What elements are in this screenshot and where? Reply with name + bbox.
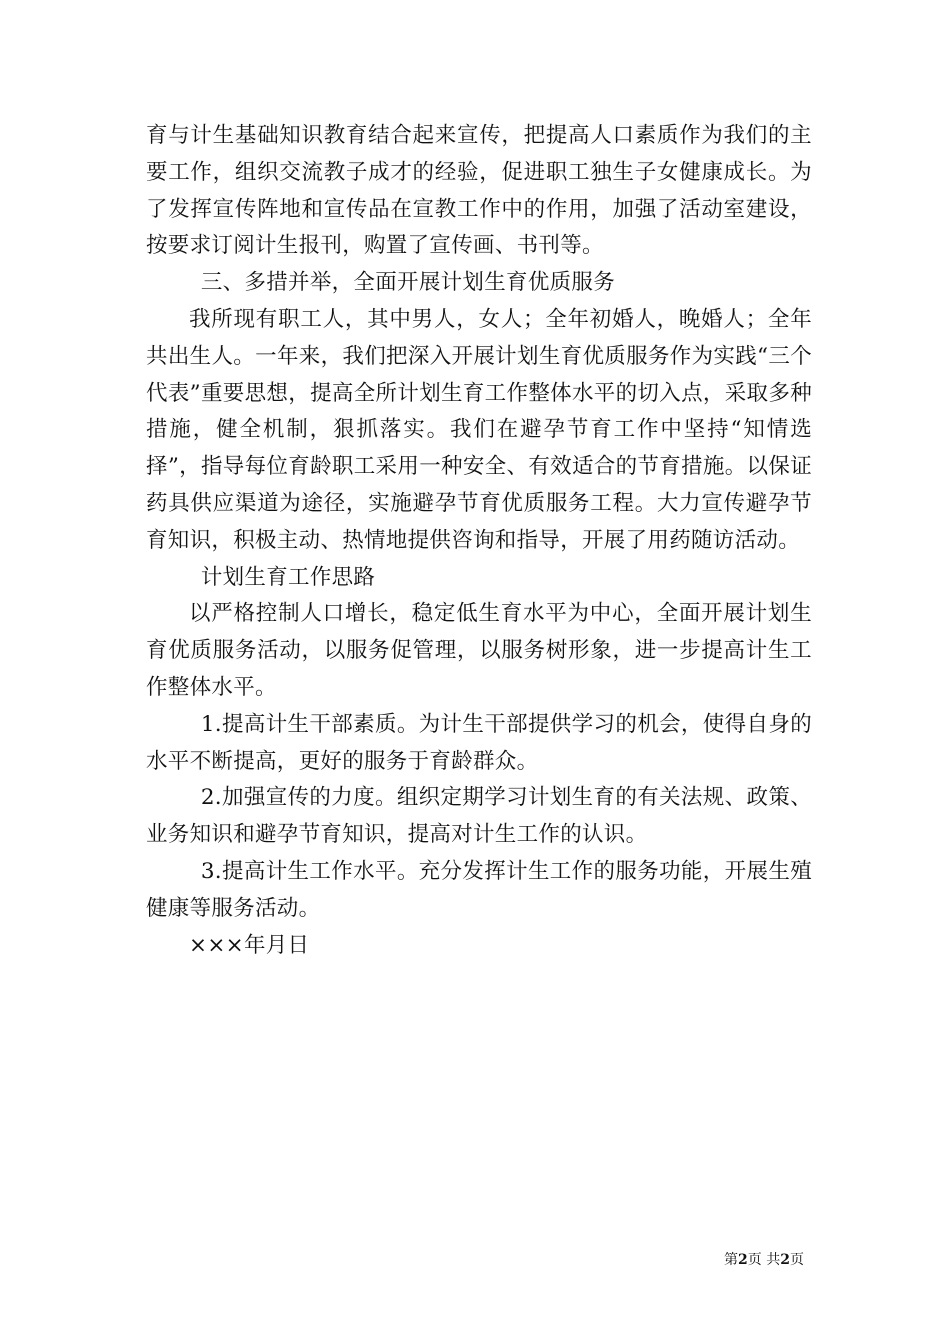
section-heading-work-ideas: 计划生育工作思路 bbox=[200, 564, 376, 590]
list-item-work-level: 3.提高计生工作水平。充分发挥计生工作的服务功能，开展生殖健康等服务活动。 bbox=[146, 858, 812, 921]
paragraph-staff-statistics: 我所现有职工人，其中男人，女人；全年初婚人，晚婚人；全年共出生人。一年来，我们把深入开展计划生育优质服务作为实践“三个代表”重要思想，提高全所计划生育工作整体水平的切入点，采取多种措施，健全机制，狠抓落实。我们在避孕节育工作中坚持“知情选择”，指导每位育龄职工采用一种安全、有效适合的节育措施。以保证药具供应渠道为途径，实施避孕节育优质服务工程。大力宣传避孕节育知识，积极主动、热情地提供咨询和指导，开展了用药随访活动。 bbox=[146, 306, 812, 553]
footer-suffix: 页 bbox=[790, 1252, 804, 1268]
document-body bbox=[146, 118, 812, 964]
page-number-footer bbox=[724, 1251, 804, 1269]
footer-total-pages: 2 bbox=[780, 1252, 790, 1268]
footer-middle: 页 共 bbox=[747, 1252, 781, 1268]
document-date: ×××年月日 bbox=[189, 932, 310, 958]
footer-current-page: 2 bbox=[738, 1252, 748, 1268]
footer-prefix: 第 bbox=[724, 1252, 739, 1268]
paragraph-publicity-continued: 育与计生基础知识教育结合起来宣传，把提高人口素质作为我们的主要工作，组织交流教子成才的经验，促进职工独生子女健康成长。为了发挥宣传阵地和宣传品在宣教工作中的作用，加强了活动室建设，按要求订阅计生报刊，购置了宣传画、书刊等。 bbox=[146, 123, 812, 259]
list-item-cadre-quality: 1.提高计生干部素质。为计生干部提供学习的机会，使得自身的水平不断提高，更好的服务于育龄群众。 bbox=[146, 711, 812, 774]
list-item-publicity: 2.加强宣传的力度。组织定期学习计划生育的有关法规、政策、业务知识和避孕节育知识，提高对计生工作的认识。 bbox=[146, 785, 812, 848]
paragraph-work-goal: 以严格控制人口增长，稳定低生育水平为中心，全面开展计划生育优质服务活动，以服务促管理，以服务树形象，进一步提高计生工作整体水平。 bbox=[146, 601, 812, 700]
section-heading-quality-service: 三、多措并举，全面开展计划生育优质服务 bbox=[200, 270, 616, 296]
